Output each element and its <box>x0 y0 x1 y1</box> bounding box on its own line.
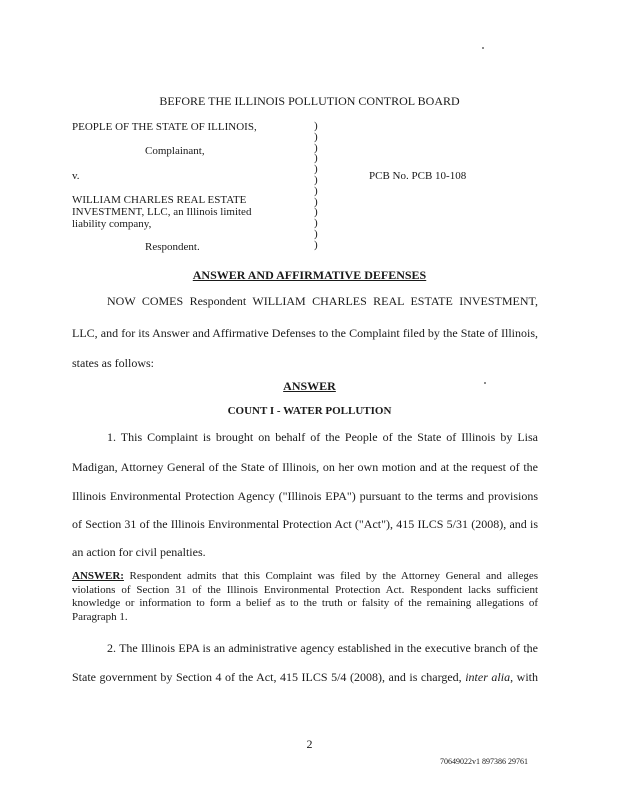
caption-paren: ) <box>314 173 318 186</box>
caption-paren: ) <box>314 227 318 240</box>
caption-paren: ) <box>314 195 318 208</box>
para2-line-2-end: , with <box>510 670 538 684</box>
answer-1-text: Respondent admits that this Complaint was filed by the Attorney General and alleges violations of Section 31 of the Illinois Environmental Protection Act. Respondent lacks sufficient knowledge or information to form a belief as to the truth or falsity of the remaining allegations of Paragraph 1. <box>72 570 538 623</box>
board-title: BEFORE THE ILLINOIS POLLUTION CONTROL BOARD <box>159 94 460 108</box>
caption-paren: ) <box>314 217 318 230</box>
intro-line-3: states as follows: <box>72 356 154 370</box>
para2-italic-term: inter alia <box>465 670 511 684</box>
caption-paren: ) <box>314 120 318 132</box>
caption-paren: ) <box>314 206 318 219</box>
caption-paren: ) <box>314 152 318 165</box>
caption-plaintiff: PEOPLE OF THE STATE OF ILLINOIS, <box>72 121 257 133</box>
caption-paren-column <box>314 121 326 251</box>
document-heading: ANSWER AND AFFIRMATIVE DEFENSES <box>192 268 427 282</box>
page-number: 2 <box>306 737 313 751</box>
para1-line-5: an action for civil penalties. <box>72 545 206 559</box>
case-number: PCB No. PCB 10-108 <box>369 170 467 182</box>
answer-1-block <box>72 570 538 624</box>
caption-defendant-role: Respondent. <box>145 241 200 253</box>
caption-versus: v. <box>72 170 80 182</box>
para2-line-1: 2. The Illinois EPA is an administrative agency established in the executive branch of the <box>107 641 538 655</box>
para1-line-3: Illinois Environmental Protection Agency ("Illinois EPA") pursuant to the terms and provisions <box>72 489 538 503</box>
para2-line-2 <box>72 670 538 685</box>
answer-heading: ANSWER <box>283 379 336 393</box>
caption-paren: ) <box>314 130 318 143</box>
caption-paren: ) <box>314 163 318 176</box>
para1-line-1: 1. This Complaint is brought on behalf of the People of the State of Illinois by Lisa <box>107 430 538 444</box>
scan-speck <box>482 47 484 49</box>
caption-defendant-line1: WILLIAM CHARLES REAL ESTATE <box>72 194 247 206</box>
answer-1-label: ANSWER: <box>72 570 124 582</box>
caption-plaintiff-role: Complainant, <box>145 145 205 157</box>
count-heading: COUNT I - WATER POLLUTION <box>227 405 392 417</box>
caption-defendant-line3: liability company, <box>72 218 152 230</box>
intro-line-2: LLC, and for its Answer and Affirmative Defenses to the Complaint filed by the State of Illinois, <box>72 326 538 340</box>
document-id: 70649022v1 897386 29761 <box>440 757 528 766</box>
intro-line-1: NOW COMES Respondent WILLIAM CHARLES REAL ESTATE INVESTMENT, <box>107 294 538 308</box>
caption-defendant-line2: INVESTMENT, LLC, an Illinois limited <box>72 206 252 218</box>
para1-line-4: of Section 31 of the Illinois Environmental Protection Act ("Act"), 415 ILCS 5/31 (2008), and is <box>72 517 538 531</box>
para2-line-2-start: State government by Section 4 of the Act, 415 ILCS 5/4 (2008), and is charged, <box>72 670 466 684</box>
caption-paren: ) <box>314 238 318 251</box>
para1-line-2: Madigan, Attorney General of the State of Illinois, on her own motion and at the request of the <box>72 460 538 474</box>
caption-paren: ) <box>314 141 318 154</box>
caption-paren: ) <box>314 184 318 197</box>
